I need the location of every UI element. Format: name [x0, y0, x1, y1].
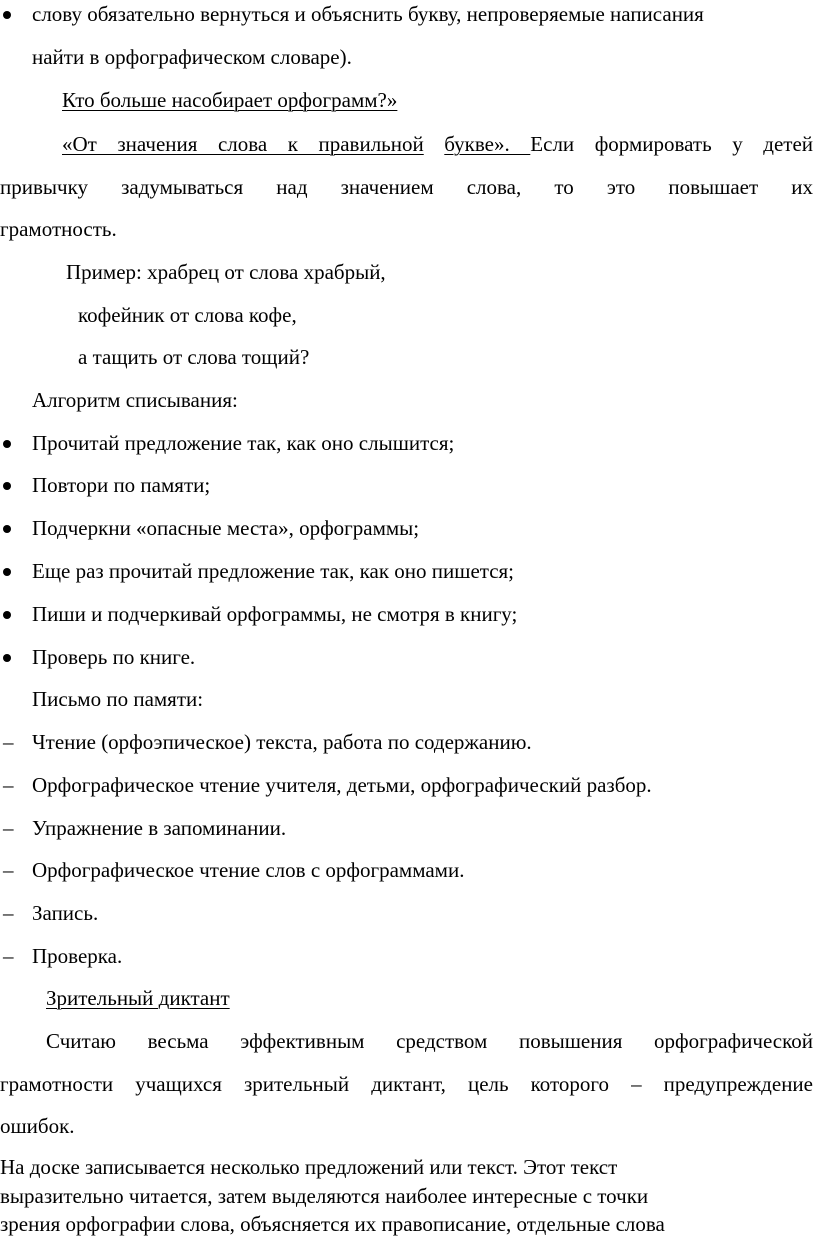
- dash-marker: –: [3, 858, 14, 882]
- memory-title: Письмо по памяти:: [32, 687, 204, 711]
- dash-marker: –: [3, 816, 14, 840]
- bullet-icon: [3, 525, 11, 533]
- algorithm-step-2: Повтори по памяти;: [32, 473, 211, 497]
- bullet-icon: [3, 440, 11, 448]
- memory-step-6: Проверка.: [32, 944, 123, 968]
- dash-marker: –: [3, 944, 14, 968]
- memory-step-2: Орфографическое чтение учителя, детьми, орфографический разбор.: [32, 773, 652, 797]
- dash-marker: –: [3, 773, 14, 797]
- memory-step-1: Чтение (орфоэпическое) текста, работа по содержанию.: [32, 730, 532, 754]
- memory-step-5: Запись.: [32, 901, 99, 925]
- meaning-rest-line-1: Если формировать у детей: [530, 132, 814, 156]
- bullet-icon: [3, 654, 11, 662]
- visual-dictation-title: Зрительный диктант: [46, 986, 230, 1010]
- visual-dictation-line-1: Считаю весьма эффективным средством повышения орфографической: [46, 1029, 813, 1053]
- meaning-quote-part-2: букве».: [444, 132, 531, 156]
- algorithm-step-6: Проверь по книге.: [32, 645, 196, 669]
- algorithm-step-5: Пиши и подчеркивай орфограммы, не смотря в книгу;: [32, 602, 518, 626]
- meaning-para-line-1: [62, 134, 813, 155]
- bullet-icon: [3, 568, 11, 576]
- intro-bullet-line-2: найти в орфографическом словаре).: [32, 45, 352, 69]
- meaning-para-line-3: грамотность.: [0, 217, 117, 241]
- dash-marker: –: [3, 730, 14, 754]
- visual-dictation-line-2: грамотности учащихся зрительный диктант, цель которого – предупреждение: [0, 1072, 813, 1096]
- bullet-icon: [3, 11, 11, 19]
- algorithm-step-1: Прочитай предложение так, как оно слышится;: [32, 431, 455, 455]
- meaning-para-line-2: привычку задумываться над значением слова, то это повышает их: [0, 175, 813, 199]
- board-para-line-3: зрения орфографии слова, объясняется их правописание, отдельные слова: [0, 1212, 665, 1236]
- board-para-line-2: выразительно читается, затем выделяются наиболее интересные с точки: [0, 1184, 649, 1208]
- board-para-line-1: На доске записывается несколько предложений или текст. Этот текст: [0, 1155, 618, 1179]
- bullet-icon: [3, 611, 11, 619]
- example-1: Пример: храбрец от слова храбрый,: [66, 260, 386, 284]
- example-3: а тащить от слова тощий?: [78, 345, 310, 369]
- algorithm-title: Алгоритм списывания:: [32, 388, 238, 412]
- meaning-quote-part-1: «От значения слова к правильной: [62, 132, 424, 156]
- bullet-icon: [3, 482, 11, 490]
- memory-step-3: Упражнение в запоминании.: [32, 816, 287, 840]
- example-2: кофейник от слова кофе,: [78, 303, 297, 327]
- dash-marker: –: [3, 901, 14, 925]
- intro-bullet-line-1: слову обязательно вернуться и объяснить букву, непроверяемые написания: [32, 2, 704, 26]
- algorithm-step-3: Подчеркни «опасные места», орфограммы;: [32, 516, 420, 540]
- memory-step-4: Орфографическое чтение слов с орфограммами.: [32, 858, 465, 882]
- visual-dictation-line-3: ошибок.: [0, 1114, 75, 1138]
- heading-collect: Кто больше насобирает орфограмм?»: [62, 88, 398, 112]
- algorithm-step-4: Еще раз прочитай предложение так, как оно пишется;: [32, 559, 515, 583]
